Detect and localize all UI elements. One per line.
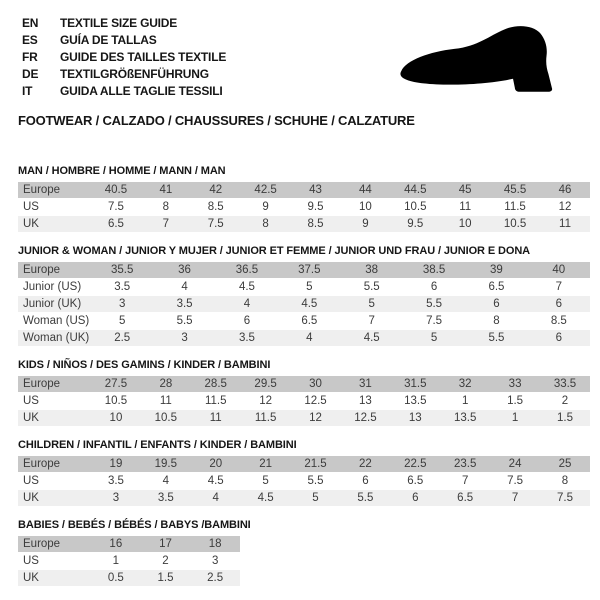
- table-title: JUNIOR & WOMAN / JUNIOR Y MUJER / JUNIOR ET FEMME / JUNIOR UND FRAU / JUNIOR E DONA: [18, 245, 531, 257]
- size-cell: 44: [340, 182, 390, 199]
- size-cell: 9: [340, 216, 390, 233]
- size-cell: 45.5: [490, 182, 540, 199]
- size-cell: 35.5: [91, 262, 153, 279]
- size-cell: 22.5: [390, 456, 440, 473]
- size-table: [18, 456, 590, 507]
- size-cell: 11: [540, 216, 590, 233]
- size-tables: [0, 165, 600, 587]
- row-label: UK: [18, 490, 91, 507]
- size-cell: 7: [490, 490, 540, 507]
- row-label: US: [18, 553, 91, 570]
- size-cell: 42.5: [241, 182, 291, 199]
- size-cell: 5: [341, 296, 403, 313]
- size-cell: 3: [190, 553, 240, 570]
- table-row: [18, 393, 590, 410]
- size-cell: 5.5: [465, 330, 527, 347]
- size-cell: 6: [528, 330, 590, 347]
- size-cell: 2: [141, 553, 191, 570]
- size-cell: 40.5: [91, 182, 141, 199]
- size-cell: 7: [440, 473, 490, 490]
- size-cell: 8.5: [291, 216, 341, 233]
- table-row: [18, 536, 240, 553]
- header: [0, 0, 600, 128]
- size-cell: 6.5: [278, 313, 340, 330]
- language-code: DE: [22, 67, 39, 81]
- size-cell: 13.5: [390, 393, 440, 410]
- size-cell: 5.5: [340, 490, 390, 507]
- size-table-section: [0, 165, 600, 233]
- size-cell: 3.5: [91, 473, 141, 490]
- size-cell: 4.5: [241, 490, 291, 507]
- language-code: IT: [22, 84, 33, 98]
- table-row: [18, 296, 590, 313]
- row-label: Europe: [18, 182, 91, 199]
- size-cell: 6: [528, 296, 590, 313]
- size-cell: 5.5: [403, 296, 465, 313]
- size-cell: 10: [91, 410, 141, 427]
- size-cell: 1: [440, 393, 490, 410]
- size-cell: 7: [141, 216, 191, 233]
- table-row: [18, 262, 590, 279]
- language-code: ES: [22, 33, 38, 47]
- size-cell: 8.5: [191, 199, 241, 216]
- size-cell: 38: [341, 262, 403, 279]
- size-cell: 1.5: [490, 393, 540, 410]
- size-cell: 7: [528, 279, 590, 296]
- size-cell: 45: [440, 182, 490, 199]
- size-cell: 12: [241, 393, 291, 410]
- size-cell: 16: [91, 536, 141, 553]
- size-cell: 12: [540, 199, 590, 216]
- size-cell: 5.5: [291, 473, 341, 490]
- table-title: BABIES / BEBÉS / BÉBÉS / BABYS /BAMBINI: [18, 519, 251, 531]
- size-cell: 9.5: [291, 199, 341, 216]
- row-label: UK: [18, 410, 91, 427]
- size-cell: 10.5: [91, 393, 141, 410]
- size-cell: 38.5: [403, 262, 465, 279]
- size-cell: 3.5: [91, 279, 153, 296]
- table-row: [18, 570, 240, 587]
- size-cell: 4.5: [191, 473, 241, 490]
- size-cell: 6: [340, 473, 390, 490]
- size-cell: 7: [341, 313, 403, 330]
- size-cell: 30: [291, 376, 341, 393]
- row-label: Europe: [18, 536, 91, 553]
- size-cell: 36.5: [216, 262, 278, 279]
- size-cell: 4: [216, 296, 278, 313]
- size-cell: 18: [190, 536, 240, 553]
- language-code: EN: [22, 16, 39, 30]
- size-cell: 42: [191, 182, 241, 199]
- size-cell: 7.5: [403, 313, 465, 330]
- size-table-section: [0, 519, 600, 587]
- size-cell: 10: [340, 199, 390, 216]
- size-cell: 7.5: [490, 473, 540, 490]
- size-cell: 6.5: [390, 473, 440, 490]
- size-cell: 11.5: [490, 199, 540, 216]
- size-cell: 1: [490, 410, 540, 427]
- table-row: [18, 313, 590, 330]
- size-cell: 27.5: [91, 376, 141, 393]
- size-cell: 12.5: [291, 393, 341, 410]
- size-table: [18, 262, 590, 347]
- table-row: [18, 456, 590, 473]
- size-cell: 4: [153, 279, 215, 296]
- size-cell: 8: [141, 199, 191, 216]
- size-cell: 3.5: [141, 490, 191, 507]
- size-cell: 11: [191, 410, 241, 427]
- table-row: [18, 473, 590, 490]
- size-cell: 33: [490, 376, 540, 393]
- size-cell: 11: [141, 393, 191, 410]
- size-cell: 5: [241, 473, 291, 490]
- size-cell: 44.5: [390, 182, 440, 199]
- size-table-section: [0, 439, 600, 507]
- size-cell: 32: [440, 376, 490, 393]
- size-cell: 36: [153, 262, 215, 279]
- size-cell: 2.5: [91, 330, 153, 347]
- row-label: Woman (UK): [18, 330, 91, 347]
- table-row: [18, 216, 590, 233]
- language-label: GUIDA ALLE TAGLIE TESSILI: [60, 84, 223, 98]
- size-cell: 4.5: [278, 296, 340, 313]
- size-cell: 12: [291, 410, 341, 427]
- table-title: MAN / HOMBRE / HOMME / MANN / MAN: [18, 165, 226, 177]
- row-label: UK: [18, 216, 91, 233]
- table-row: [18, 199, 590, 216]
- size-cell: 6: [216, 313, 278, 330]
- size-cell: 8.5: [528, 313, 590, 330]
- size-cell: 22: [340, 456, 390, 473]
- size-cell: 25: [540, 456, 590, 473]
- size-cell: 39: [465, 262, 527, 279]
- table-row: [18, 490, 590, 507]
- size-cell: 37.5: [278, 262, 340, 279]
- size-cell: 6: [390, 490, 440, 507]
- row-label: Europe: [18, 456, 91, 473]
- size-table-section: [0, 359, 600, 427]
- size-cell: 6.5: [465, 279, 527, 296]
- size-cell: 19: [91, 456, 141, 473]
- size-cell: 20: [191, 456, 241, 473]
- row-label: Junior (UK): [18, 296, 91, 313]
- size-cell: 4: [141, 473, 191, 490]
- size-cell: 2: [540, 393, 590, 410]
- table-row: [18, 279, 590, 296]
- size-cell: 6.5: [440, 490, 490, 507]
- language-label: TEXTILGRÖßENFÜHRUNG: [60, 67, 209, 81]
- size-cell: 13: [390, 410, 440, 427]
- category-line: FOOTWEAR / CALZADO / CHAUSSURES / SCHUHE / CALZATURE: [18, 113, 415, 128]
- size-cell: 40: [528, 262, 590, 279]
- size-cell: 3: [153, 330, 215, 347]
- row-label: US: [18, 199, 91, 216]
- size-cell: 8: [241, 216, 291, 233]
- size-cell: 8: [465, 313, 527, 330]
- size-cell: 4: [191, 490, 241, 507]
- size-cell: 10.5: [141, 410, 191, 427]
- size-cell: 29.5: [241, 376, 291, 393]
- size-cell: 13: [340, 393, 390, 410]
- table-title: KIDS / NIÑOS / DES GAMINS / KINDER / BAMBINI: [18, 359, 271, 371]
- size-cell: 12.5: [340, 410, 390, 427]
- size-cell: 6: [403, 279, 465, 296]
- row-label: Europe: [18, 262, 91, 279]
- size-cell: 1: [91, 553, 141, 570]
- row-label: US: [18, 473, 91, 490]
- size-cell: 7.5: [91, 199, 141, 216]
- size-cell: 3.5: [153, 296, 215, 313]
- table-row: [18, 330, 590, 347]
- size-cell: 13.5: [440, 410, 490, 427]
- table-row: [18, 553, 240, 570]
- size-cell: 11.5: [191, 393, 241, 410]
- size-cell: 10.5: [390, 199, 440, 216]
- size-table: [18, 376, 590, 427]
- size-cell: 5: [291, 490, 341, 507]
- size-cell: 7.5: [191, 216, 241, 233]
- size-cell: 5: [403, 330, 465, 347]
- size-cell: 3: [91, 490, 141, 507]
- size-cell: 0.5: [91, 570, 141, 587]
- table-row: [18, 376, 590, 393]
- size-cell: 21.5: [291, 456, 341, 473]
- size-cell: 9: [241, 199, 291, 216]
- language-label: GUÍA DE TALLAS: [60, 33, 157, 47]
- row-label: UK: [18, 570, 91, 587]
- size-cell: 4.5: [216, 279, 278, 296]
- row-label: Europe: [18, 376, 91, 393]
- size-cell: 28: [141, 376, 191, 393]
- size-cell: 5: [278, 279, 340, 296]
- size-cell: 3.5: [216, 330, 278, 347]
- size-cell: 46: [540, 182, 590, 199]
- shoe-icon: [388, 20, 584, 102]
- row-label: US: [18, 393, 91, 410]
- size-cell: 1.5: [540, 410, 590, 427]
- size-cell: 5: [91, 313, 153, 330]
- size-cell: 31.5: [390, 376, 440, 393]
- size-cell: 2.5: [190, 570, 240, 587]
- size-cell: 41: [141, 182, 191, 199]
- language-code: FR: [22, 50, 38, 64]
- table-row: [18, 410, 590, 427]
- language-label: GUIDE DES TAILLES TEXTILE: [60, 50, 227, 64]
- size-cell: 11: [440, 199, 490, 216]
- size-table-section: [0, 245, 600, 347]
- size-cell: 5.5: [153, 313, 215, 330]
- size-cell: 31: [340, 376, 390, 393]
- row-label: Woman (US): [18, 313, 91, 330]
- language-label: TEXTILE SIZE GUIDE: [60, 16, 178, 30]
- table-title: CHILDREN / INFANTIL / ENFANTS / KINDER / BAMBINI: [18, 439, 297, 451]
- size-cell: 10.5: [490, 216, 540, 233]
- size-cell: 4: [278, 330, 340, 347]
- size-cell: 33.5: [540, 376, 590, 393]
- size-cell: 3: [91, 296, 153, 313]
- size-cell: 10: [440, 216, 490, 233]
- row-label: Junior (US): [18, 279, 91, 296]
- size-cell: 43: [291, 182, 341, 199]
- size-cell: 8: [540, 473, 590, 490]
- size-cell: 7.5: [540, 490, 590, 507]
- table-row: [18, 182, 590, 199]
- size-cell: 28.5: [191, 376, 241, 393]
- size-cell: 24: [490, 456, 540, 473]
- size-table: [18, 182, 590, 233]
- size-cell: 5.5: [341, 279, 403, 296]
- size-cell: 17: [141, 536, 191, 553]
- size-cell: 19.5: [141, 456, 191, 473]
- size-cell: 4.5: [341, 330, 403, 347]
- size-cell: 21: [241, 456, 291, 473]
- size-table: [18, 536, 240, 587]
- size-cell: 23.5: [440, 456, 490, 473]
- size-cell: 1.5: [141, 570, 191, 587]
- size-cell: 6: [465, 296, 527, 313]
- size-cell: 6.5: [91, 216, 141, 233]
- size-cell: 9.5: [390, 216, 440, 233]
- size-cell: 11.5: [241, 410, 291, 427]
